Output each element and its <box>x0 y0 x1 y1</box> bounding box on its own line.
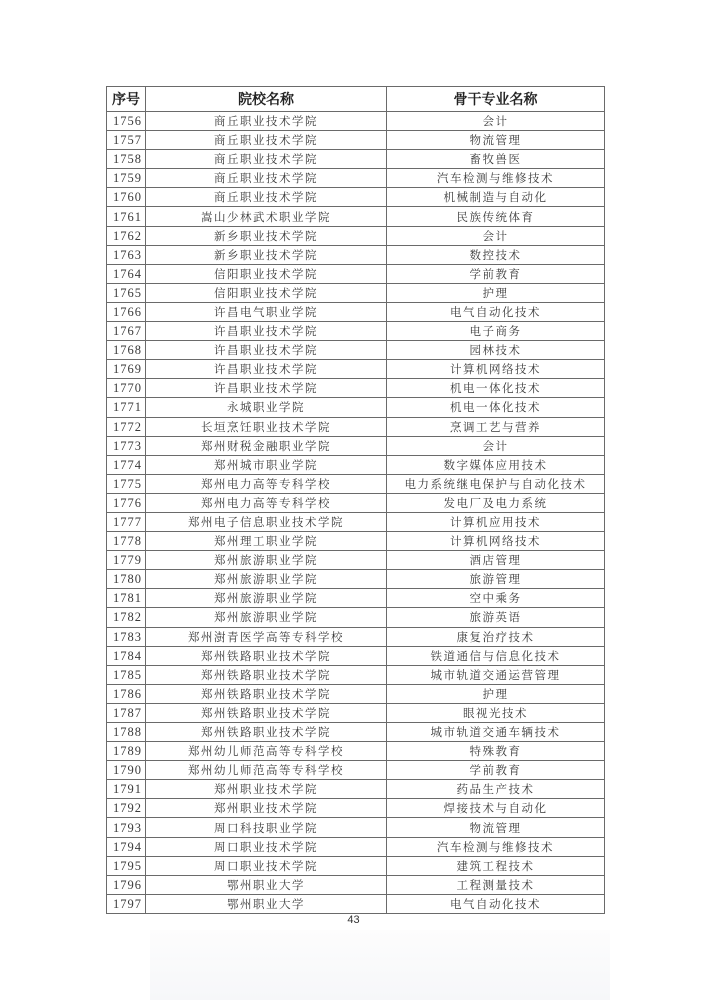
table-row <box>107 646 605 665</box>
table-row <box>107 474 605 493</box>
serial-number-cell: 1780 <box>107 570 146 589</box>
major-name-cell: 物流管理 <box>387 131 605 150</box>
serial-number-cell: 1781 <box>107 589 146 608</box>
table-row <box>107 703 605 722</box>
college-name-cell: 周口科技职业学院 <box>146 818 387 837</box>
college-name-cell: 鄂州职业大学 <box>146 875 387 894</box>
table-row <box>107 532 605 551</box>
serial-number-cell: 1776 <box>107 493 146 512</box>
major-name-cell: 烹调工艺与营养 <box>387 417 605 436</box>
college-name-cell: 许昌职业技术学院 <box>146 379 387 398</box>
table-row <box>107 856 605 875</box>
serial-number-cell: 1777 <box>107 512 146 531</box>
table-row <box>107 226 605 245</box>
table-row <box>107 512 605 531</box>
college-name-cell: 鄂州职业大学 <box>146 894 387 913</box>
college-name-cell: 商丘职业技术学院 <box>146 150 387 169</box>
table-row <box>107 207 605 226</box>
serial-number-cell: 1788 <box>107 723 146 742</box>
college-name-cell: 郑州职业技术学院 <box>146 780 387 799</box>
serial-number-cell: 1760 <box>107 188 146 207</box>
major-name-cell: 民族传统体育 <box>387 207 605 226</box>
major-name-cell: 计算机网络技术 <box>387 532 605 551</box>
college-name-cell: 郑州电子信息职业技术学院 <box>146 512 387 531</box>
major-name-cell: 工程测量技术 <box>387 875 605 894</box>
college-name-cell: 许昌职业技术学院 <box>146 341 387 360</box>
major-name-cell: 电气自动化技术 <box>387 894 605 913</box>
serial-number-cell: 1761 <box>107 207 146 226</box>
major-name-cell: 机电一体化技术 <box>387 398 605 417</box>
college-name-cell: 许昌职业技术学院 <box>146 322 387 341</box>
major-name-cell: 城市轨道交通车辆技术 <box>387 723 605 742</box>
college-name-cell: 郑州澍青医学高等专科学校 <box>146 627 387 646</box>
major-name-cell: 城市轨道交通运营管理 <box>387 665 605 684</box>
major-name-cell: 建筑工程技术 <box>387 856 605 875</box>
major-name-cell: 学前教育 <box>387 761 605 780</box>
serial-number-cell: 1792 <box>107 799 146 818</box>
serial-number-cell: 1791 <box>107 780 146 799</box>
table-row <box>107 436 605 455</box>
table-row <box>107 761 605 780</box>
major-name-cell: 计算机网络技术 <box>387 360 605 379</box>
serial-number-cell: 1762 <box>107 226 146 245</box>
major-name-cell: 学前教育 <box>387 264 605 283</box>
major-name-cell: 焊接技术与自动化 <box>387 799 605 818</box>
college-name-cell: 周口职业技术学院 <box>146 837 387 856</box>
serial-number-cell: 1778 <box>107 532 146 551</box>
serial-number-cell: 1763 <box>107 245 146 264</box>
serial-number-cell: 1797 <box>107 894 146 913</box>
table-row <box>107 780 605 799</box>
college-name-cell: 郑州铁路职业技术学院 <box>146 684 387 703</box>
major-name-cell: 护理 <box>387 684 605 703</box>
serial-number-cell: 1765 <box>107 283 146 302</box>
major-name-cell: 会计 <box>387 112 605 131</box>
table-row <box>107 627 605 646</box>
serial-number-cell: 1758 <box>107 150 146 169</box>
major-name-cell: 机械制造与自动化 <box>387 188 605 207</box>
college-name-cell: 郑州城市职业学院 <box>146 455 387 474</box>
serial-number-cell: 1795 <box>107 856 146 875</box>
major-name-cell: 电气自动化技术 <box>387 302 605 321</box>
table-row <box>107 283 605 302</box>
serial-number-cell: 1759 <box>107 169 146 188</box>
serial-number-cell: 1768 <box>107 341 146 360</box>
college-name-cell: 许昌电气职业学院 <box>146 302 387 321</box>
table-row <box>107 131 605 150</box>
table-row <box>107 684 605 703</box>
table-row <box>107 245 605 264</box>
table-row <box>107 188 605 207</box>
serial-number-cell: 1793 <box>107 818 146 837</box>
college-name-cell: 郑州铁路职业技术学院 <box>146 665 387 684</box>
major-name-cell: 电子商务 <box>387 322 605 341</box>
serial-number-cell: 1789 <box>107 742 146 761</box>
major-name-cell: 数字媒体应用技术 <box>387 455 605 474</box>
serial-number-cell: 1794 <box>107 837 146 856</box>
serial-number-cell: 1770 <box>107 379 146 398</box>
major-name-cell: 数控技术 <box>387 245 605 264</box>
table-row <box>107 302 605 321</box>
table-row <box>107 341 605 360</box>
serial-number-cell: 1785 <box>107 665 146 684</box>
table-row <box>107 551 605 570</box>
serial-number-cell: 1764 <box>107 264 146 283</box>
serial-number-cell: 1772 <box>107 417 146 436</box>
serial-number-cell: 1774 <box>107 455 146 474</box>
table-row <box>107 818 605 837</box>
major-name-cell: 电力系统继电保护与自动化技术 <box>387 474 605 493</box>
table-header-row <box>107 87 605 112</box>
college-name-cell: 郑州电力高等专科学校 <box>146 474 387 493</box>
major-name-cell: 护理 <box>387 283 605 302</box>
page-number: 43 <box>347 914 360 926</box>
serial-number-cell: 1782 <box>107 608 146 627</box>
college-name-cell: 许昌职业技术学院 <box>146 360 387 379</box>
college-name-cell: 商丘职业技术学院 <box>146 169 387 188</box>
major-name-cell: 会计 <box>387 226 605 245</box>
serial-number-cell: 1784 <box>107 646 146 665</box>
college-name-cell: 周口职业技术学院 <box>146 856 387 875</box>
table-row <box>107 360 605 379</box>
table-row <box>107 398 605 417</box>
college-name-cell: 信阳职业技术学院 <box>146 283 387 302</box>
major-name-cell: 旅游英语 <box>387 608 605 627</box>
table-row <box>107 608 605 627</box>
table-row <box>107 799 605 818</box>
table-row <box>107 264 605 283</box>
major-name-cell: 园林技术 <box>387 341 605 360</box>
major-name-cell: 康复治疗技术 <box>387 627 605 646</box>
college-name-cell: 郑州财税金融职业学院 <box>146 436 387 455</box>
college-name-cell: 郑州旅游职业学院 <box>146 589 387 608</box>
college-name-cell: 郑州铁路职业技术学院 <box>146 703 387 722</box>
table-row <box>107 455 605 474</box>
college-name-cell: 郑州职业技术学院 <box>146 799 387 818</box>
table-row <box>107 837 605 856</box>
college-name-cell: 郑州旅游职业学院 <box>146 570 387 589</box>
table-row <box>107 589 605 608</box>
table-row <box>107 417 605 436</box>
major-name-cell: 会计 <box>387 436 605 455</box>
college-name-cell: 新乡职业技术学院 <box>146 226 387 245</box>
table-body <box>107 112 605 914</box>
college-name-cell: 郑州幼儿师范高等专科学校 <box>146 742 387 761</box>
major-name-cell: 发电厂及电力系统 <box>387 493 605 512</box>
header-college-name: 院校名称 <box>146 87 387 112</box>
major-name-cell: 旅游管理 <box>387 570 605 589</box>
serial-number-cell: 1756 <box>107 112 146 131</box>
major-name-cell: 物流管理 <box>387 818 605 837</box>
header-serial-number: 序号 <box>107 87 146 112</box>
serial-number-cell: 1775 <box>107 474 146 493</box>
major-name-cell: 机电一体化技术 <box>387 379 605 398</box>
table-row <box>107 322 605 341</box>
table-row <box>107 493 605 512</box>
serial-number-cell: 1771 <box>107 398 146 417</box>
major-name-cell: 特殊教育 <box>387 742 605 761</box>
table-row <box>107 875 605 894</box>
table-row <box>107 665 605 684</box>
college-name-cell: 郑州旅游职业学院 <box>146 608 387 627</box>
major-name-cell: 计算机应用技术 <box>387 512 605 531</box>
college-name-cell: 商丘职业技术学院 <box>146 188 387 207</box>
college-name-cell: 郑州铁路职业技术学院 <box>146 723 387 742</box>
table-row <box>107 379 605 398</box>
college-name-cell: 信阳职业技术学院 <box>146 264 387 283</box>
serial-number-cell: 1773 <box>107 436 146 455</box>
college-name-cell: 商丘职业技术学院 <box>146 112 387 131</box>
table-row <box>107 112 605 131</box>
serial-number-cell: 1796 <box>107 875 146 894</box>
college-name-cell: 长垣烹饪职业技术学院 <box>146 417 387 436</box>
major-name-cell: 药品生产技术 <box>387 780 605 799</box>
serial-number-cell: 1766 <box>107 302 146 321</box>
major-name-cell: 汽车检测与维修技术 <box>387 837 605 856</box>
table-row <box>107 570 605 589</box>
serial-number-cell: 1787 <box>107 703 146 722</box>
table-row <box>107 894 605 913</box>
table-row <box>107 169 605 188</box>
table-row <box>107 150 605 169</box>
major-name-cell: 眼视光技术 <box>387 703 605 722</box>
table-row <box>107 742 605 761</box>
college-name-cell: 新乡职业技术学院 <box>146 245 387 264</box>
college-name-cell: 郑州旅游职业学院 <box>146 551 387 570</box>
serial-number-cell: 1779 <box>107 551 146 570</box>
page-shade <box>150 930 610 1000</box>
college-name-cell: 永城职业学院 <box>146 398 387 417</box>
table-row <box>107 723 605 742</box>
major-name-cell: 汽车检测与维修技术 <box>387 169 605 188</box>
serial-number-cell: 1757 <box>107 131 146 150</box>
colleges-majors-table <box>106 86 605 914</box>
college-name-cell: 郑州铁路职业技术学院 <box>146 646 387 665</box>
major-name-cell: 酒店管理 <box>387 551 605 570</box>
header-major-name: 骨干专业名称 <box>387 87 605 112</box>
college-name-cell: 商丘职业技术学院 <box>146 131 387 150</box>
college-name-cell: 郑州幼儿师范高等专科学校 <box>146 761 387 780</box>
serial-number-cell: 1790 <box>107 761 146 780</box>
serial-number-cell: 1783 <box>107 627 146 646</box>
college-name-cell: 郑州电力高等专科学校 <box>146 493 387 512</box>
serial-number-cell: 1769 <box>107 360 146 379</box>
major-name-cell: 铁道通信与信息化技术 <box>387 646 605 665</box>
major-name-cell: 空中乘务 <box>387 589 605 608</box>
serial-number-cell: 1786 <box>107 684 146 703</box>
major-name-cell: 畜牧兽医 <box>387 150 605 169</box>
serial-number-cell: 1767 <box>107 322 146 341</box>
college-name-cell: 郑州理工职业学院 <box>146 532 387 551</box>
college-name-cell: 嵩山少林武术职业学院 <box>146 207 387 226</box>
